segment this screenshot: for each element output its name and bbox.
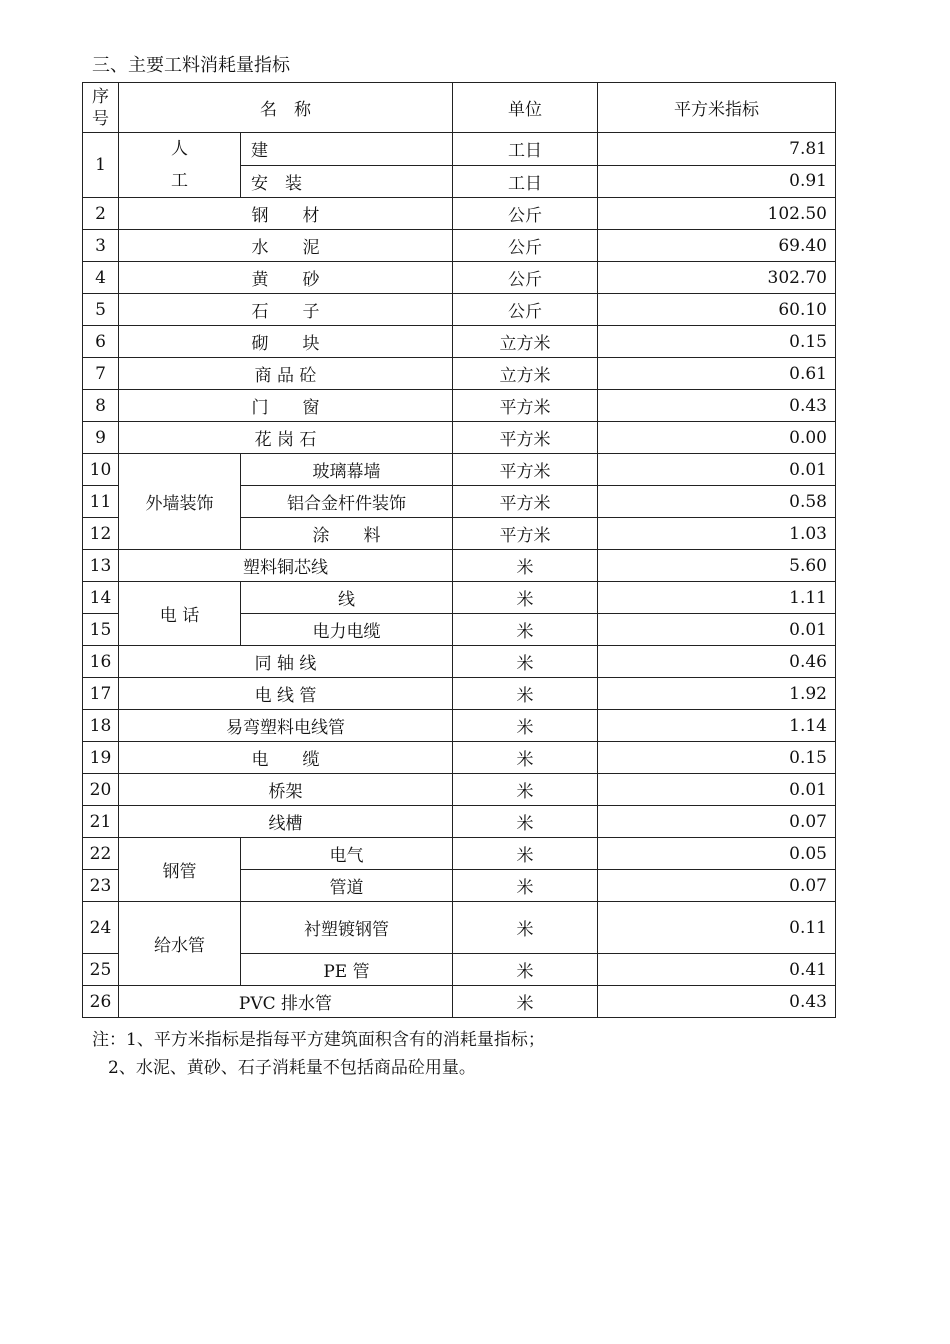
row-value: 0.05 [598,838,836,870]
row-name: 电 线 管 [119,678,453,710]
row-value: 302.70 [598,262,836,294]
row-name: 水 泥 [119,230,453,262]
table-row [83,454,836,486]
row-value: 0.58 [598,486,836,518]
table-row [83,678,836,710]
table-row [83,262,836,294]
row-name: 黄 砂 [119,262,453,294]
row-value: 0.43 [598,390,836,422]
row-name: 花 岗 石 [119,422,453,454]
row-seq: 11 [83,486,119,518]
row-value: 60.10 [598,294,836,326]
table-row [83,838,836,870]
row-unit: 米 [453,902,598,954]
row-name: 砌 块 [119,326,453,358]
row-seq: 18 [83,710,119,742]
table-header-row [83,83,836,133]
row-seq: 16 [83,646,119,678]
row-unit: 米 [453,678,598,710]
row-name: 安 装 [241,165,453,198]
row-unit: 米 [453,550,598,582]
table-row [83,582,836,614]
consumption-index-table [82,82,836,1018]
table-row [83,806,836,838]
row-group: 给水管 [119,902,241,986]
row-unit: 平方米 [453,518,598,550]
row-seq: 8 [83,390,119,422]
row-value: 102.50 [598,198,836,230]
row-seq: 26 [83,986,119,1018]
row-seq: 17 [83,678,119,710]
row-unit: 立方米 [453,326,598,358]
row-name: 玻璃幕墙 [241,454,453,486]
row-name: 建 [241,133,453,166]
row-unit: 工日 [453,133,598,166]
table-row [83,294,836,326]
table-row [83,230,836,262]
row-unit: 米 [453,742,598,774]
row-seq: 21 [83,806,119,838]
note-1: 注：1、平方米指标是指每平方建筑面积含有的消耗量指标； [92,1030,545,1050]
row-unit: 米 [453,774,598,806]
row-name: PE 管 [241,954,453,986]
row-unit: 平方米 [453,454,598,486]
table-row [83,986,836,1018]
table-row [83,422,836,454]
row-value: 0.15 [598,742,836,774]
row-name: 石 子 [119,294,453,326]
row-value: 0.07 [598,806,836,838]
row-seq: 6 [83,326,119,358]
row-value: 1.92 [598,678,836,710]
row-name: 管道 [241,870,453,902]
header-unit: 单位 [453,83,598,133]
row-name: 钢 材 [119,198,453,230]
row-seq: 10 [83,454,119,486]
header-seq [83,83,119,133]
table-row [83,710,836,742]
row-group-line2: 工 [171,171,188,191]
row-unit: 公斤 [453,230,598,262]
notes [92,1026,545,1082]
row-seq: 14 [83,582,119,614]
row-value: 5.60 [598,550,836,582]
header-seq-line2: 号 [92,108,109,129]
row-name: 塑料铜芯线 [119,550,453,582]
row-seq: 7 [83,358,119,390]
row-unit: 米 [453,870,598,902]
table-row [83,646,836,678]
row-value: 1.03 [598,518,836,550]
row-seq: 25 [83,954,119,986]
row-value: 0.41 [598,954,836,986]
row-unit: 米 [453,582,598,614]
row-value: 0.01 [598,614,836,646]
row-unit: 公斤 [453,294,598,326]
row-name: 线 [241,582,453,614]
table-row [83,133,836,166]
row-value: 0.46 [598,646,836,678]
row-seq: 22 [83,838,119,870]
row-name: 涂 料 [241,518,453,550]
row-group: 钢管 [119,838,241,902]
row-unit: 米 [453,954,598,986]
table-row [83,774,836,806]
row-group-line1: 人 [171,139,188,159]
row-seq: 5 [83,294,119,326]
row-name: 电气 [241,838,453,870]
section-title: 三、主要工料消耗量指标 [92,55,290,76]
row-seq: 12 [83,518,119,550]
table-row [83,198,836,230]
row-value: 1.11 [598,582,836,614]
row-name: 电 缆 [119,742,453,774]
header-index: 平方米指标 [598,83,836,133]
note-2: 2、水泥、黄砂、石子消耗量不包括商品砼用量。 [108,1058,476,1078]
row-name: 门 窗 [119,390,453,422]
row-seq: 24 [83,902,119,954]
row-unit: 公斤 [453,262,598,294]
row-name: 线槽 [119,806,453,838]
row-unit: 米 [453,710,598,742]
row-value: 0.15 [598,326,836,358]
table-row [83,902,836,954]
row-value: 69.40 [598,230,836,262]
row-unit: 米 [453,838,598,870]
row-unit: 米 [453,646,598,678]
row-value: 1.14 [598,710,836,742]
row-seq: 9 [83,422,119,454]
row-unit: 工日 [453,165,598,198]
row-unit: 公斤 [453,198,598,230]
row-value: 0.07 [598,870,836,902]
row-seq: 23 [83,870,119,902]
row-unit: 米 [453,806,598,838]
header-name: 名 称 [119,83,453,133]
row-value: 0.11 [598,902,836,954]
row-name: 铝合金杆件装饰 [241,486,453,518]
row-group: 外墙装饰 [119,454,241,550]
table-row [83,390,836,422]
row-value: 0.91 [598,165,836,198]
row-seq: 15 [83,614,119,646]
row-unit: 平方米 [453,486,598,518]
row-group [119,133,241,198]
row-seq: 20 [83,774,119,806]
row-seq: 13 [83,550,119,582]
row-unit: 立方米 [453,358,598,390]
row-value: 0.01 [598,774,836,806]
row-name: 商 品 砼 [119,358,453,390]
row-seq: 1 [83,133,119,198]
table-row [83,550,836,582]
row-name: 易弯塑料电线管 [119,710,453,742]
header-seq-line1: 序 [92,86,109,107]
row-name: 桥架 [119,774,453,806]
row-value: 0.00 [598,422,836,454]
table-row [83,358,836,390]
row-seq: 19 [83,742,119,774]
row-name: 同 轴 线 [119,646,453,678]
row-name: 衬塑镀钢管 [241,902,453,954]
row-value: 0.61 [598,358,836,390]
row-seq: 2 [83,198,119,230]
row-value: 0.43 [598,986,836,1018]
row-value: 7.81 [598,133,836,166]
row-unit: 平方米 [453,422,598,454]
row-unit: 平方米 [453,390,598,422]
table-row [83,742,836,774]
row-seq: 3 [83,230,119,262]
row-seq: 4 [83,262,119,294]
table-row [83,326,836,358]
row-name: 电力电缆 [241,614,453,646]
row-unit: 米 [453,614,598,646]
row-name: PVC 排水管 [119,986,453,1018]
row-group: 电 话 [119,582,241,646]
row-value: 0.01 [598,454,836,486]
row-unit: 米 [453,986,598,1018]
